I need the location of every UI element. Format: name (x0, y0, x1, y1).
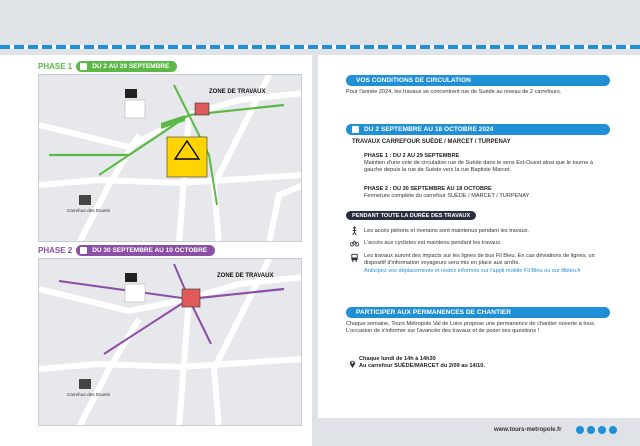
zone-travaux-label: ZONE DE TRAVAUX (209, 89, 266, 95)
calendar-icon (80, 63, 87, 70)
pedestrian-icon (350, 226, 359, 235)
facebook-icon[interactable] (576, 426, 584, 434)
conditions-header: VOS CONDITIONS DE CIRCULATION (346, 75, 610, 86)
website-link[interactable]: www.tours-metropole.fr (494, 427, 562, 433)
phase1-label: PHASE 1 (38, 62, 73, 71)
phase1-title: PHASE 1 : DU 2 AU 29 SEPTEMBRE (364, 153, 460, 159)
store-label: Carrefour des Douets (67, 208, 111, 213)
period-location: TRAVAUX CARREFOUR SUÈDE / MARCET / TURPENAY (352, 139, 511, 145)
phase1-map (38, 74, 302, 242)
permanences-text: Chaque semaine, Tours Métropole Val de Loire propose une permanence de chantier ouverte à tous. L'occasion de s'informer sur l'avancée des travaux et de poser ses questions ! (346, 321, 596, 334)
store-label: Carrefour des Douets (67, 392, 111, 397)
cyclist-text: L'accès aux cyclistes est maintenu pendant les travaux. (364, 240, 502, 246)
phase2-dates: DU 30 SEPTEMBRE AU 10 OCTOBRE (92, 247, 208, 254)
zone-travaux-label: ZONE DE TRAVAUX (217, 273, 274, 279)
duration-header: PENDANT TOUTE LA DURÉE DES TRAVAUX (346, 211, 476, 220)
bus-icon (350, 253, 359, 262)
period-header (346, 124, 610, 135)
phase2-dates-pill (76, 245, 215, 256)
period-title: DU 2 SEPTEMBRE AU 18 OCTOBRE 2024 (364, 126, 494, 133)
twitter-icon[interactable] (587, 426, 595, 434)
conditions-intro: Pour l'année 2024, les travaux se concentrent rue de Suède au niveau de 2 carrefours. (346, 89, 562, 95)
calendar-icon (80, 247, 87, 254)
instagram-icon[interactable] (598, 426, 606, 434)
right-column (318, 55, 640, 446)
top-band (0, 0, 640, 55)
pedestrian-text: Les accès piétons et riverains sont maintenus pendant les travaux. (364, 228, 530, 234)
phase2-title: PHASE 2 : DU 30 SEPTEMBRE AU 18 OCTOBRE (364, 186, 492, 192)
phase1-header (38, 61, 177, 72)
phase1-dates: DU 2 AU 29 SEPTEMBRE (92, 63, 170, 70)
phase1-dates-pill (76, 61, 177, 72)
phase2-map (38, 258, 302, 426)
linkedin-icon[interactable] (609, 426, 617, 434)
phase2-header (38, 245, 215, 256)
location-pin-icon (348, 359, 357, 368)
calendar-icon (352, 126, 359, 133)
phase2-text: Fermeture complète du carrefour SUÈDE / MARCET / TURPENAY (364, 193, 530, 199)
phase2-label: PHASE 2 (38, 246, 73, 255)
permanences-header: PARTICIPER AUX PERMANENCES DE CHANTIER (346, 307, 610, 318)
permanences-place: Au carrefour SUÈDE/MARCET du 2/09 au 14/10. (359, 363, 485, 369)
bicycle-icon (350, 238, 359, 247)
bus-text: Les travaux auront des impacts sur les lignes de bus Fil Bleu. En cas déviations de lignes, un dispositif d'information voyageurs sera mis en place aux arrêts. (364, 253, 595, 266)
bus-link-text[interactable]: Anticipez vos déplacements et restez informés sur l'appli mobile Fil Bleu ou sur filbleu.fr (364, 268, 581, 274)
phase1-text: Maintien d'une voie de circulation rue de Suède dans le sens Est-Ouest ainsi que le tourne à gauche depuis la rue de Suède vers la rue Baptiste Marcet. (364, 160, 593, 173)
decorative-stripe (0, 45, 640, 49)
permanences-time: Chaque lundi de 14h à 14h30 (359, 356, 436, 362)
